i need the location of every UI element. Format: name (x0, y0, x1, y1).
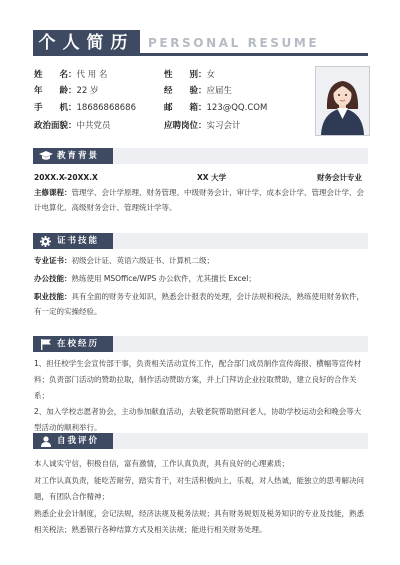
skill-cert-row (34, 253, 368, 268)
skill-label: 办公技能： (34, 274, 72, 283)
section-education-header (33, 148, 368, 164)
campus-line: 1、担任校学生会宣传部干事，负责相关活动宣传工作，配合部门成员制作宣传海报、横幅等宣传材 (34, 359, 362, 368)
info-label: 手 机： (34, 103, 77, 113)
self-line: 相关税法；熟悉银行各种结算方式及相关法规；能进行相关财务处理。 (34, 525, 267, 534)
courses-line (34, 185, 368, 200)
info-political (34, 120, 111, 133)
campus-line: 2、加入学校志愿者协会，主动参加献血活动，去敬老院帮助慰问老人，协助学校运动会和晚会等大 (34, 407, 362, 416)
section-header-band (113, 148, 368, 164)
skill-pro-row (34, 289, 368, 304)
info-label: 姓 名： (34, 70, 77, 80)
campus-line: 料；负责部门活动的赞助拉取，制作活动赞助方案，并上门拜访企业拉取赞助，建立良好的合作关系； (34, 375, 357, 400)
education-major: 财务会计专业 (317, 173, 362, 182)
avatar-photo (315, 66, 370, 136)
info-value: 女 (206, 70, 216, 80)
info-value: 代 用 名 (76, 70, 108, 80)
skill-label: 专业证书： (34, 256, 72, 265)
info-value: 18686868686 (76, 103, 137, 113)
info-value: 实习会计 (206, 121, 241, 131)
self-line: 题，有团队合作精神； (34, 492, 109, 501)
avatar-illustration (316, 67, 369, 135)
info-name (34, 69, 107, 82)
flag-icon (40, 339, 52, 350)
skill-label: 职业技能： (34, 292, 72, 301)
info-email (164, 102, 267, 115)
info-label: 政治面貌： (34, 121, 77, 131)
graduation-cap-icon (39, 151, 53, 161)
section-title: 在校经历 (57, 339, 100, 349)
info-label: 年 龄： (34, 86, 77, 96)
section-title: 自我评价 (57, 436, 100, 446)
skill-value: 具有全面的财务专业知识，熟悉会计报表的处理，会计法规和税法，熟练使用财务软件， (71, 292, 364, 301)
info-label: 经 验： (164, 86, 207, 96)
page-title: 个人简历 (33, 30, 140, 56)
skill-pro-row-cont: 有一定的实操经验。 (34, 307, 102, 316)
header-underline (140, 53, 368, 56)
education-period: 20XX.X-20XX.X (34, 173, 98, 182)
info-gender (164, 69, 215, 82)
section-title: 教育背景 (57, 151, 100, 161)
skill-value: 熟练使用 MSOffice/WPS 办公软件，尤其擅长 Excel； (71, 274, 256, 283)
info-value: 22 岁 (76, 86, 99, 96)
section-campus-header (33, 336, 368, 352)
self-content (34, 456, 368, 539)
self-line: 本人诚实守信，积极自信，富有激情，工作认真负责，具有良好的心理素质； (34, 459, 289, 468)
education-courses (34, 185, 368, 215)
section-title-bar (33, 148, 113, 164)
skills-content (34, 253, 368, 319)
info-value: 123@QQ.COM (206, 103, 268, 113)
info-value: 中共党员 (76, 121, 111, 131)
campus-content (34, 356, 368, 436)
gear-icon (40, 236, 51, 247)
self-line: 熟悉企业会计制度，会记法规，经济法规及税务法规；具有财务规划及税务知识的专业及技能，熟悉 (34, 508, 364, 518)
section-header-band (113, 336, 368, 352)
resume-header (0, 30, 400, 56)
info-label: 性 别： (164, 70, 207, 80)
section-header-band (113, 233, 368, 249)
info-label: 应聘岗位： (164, 121, 207, 131)
courses-text: 管理学、会计学原理、财务管理、中级财务会计、审计学、成本会计学、管理会计学、会 (71, 188, 364, 197)
info-position (164, 120, 241, 133)
section-title: 证书技能 (57, 236, 100, 246)
section-header-band (113, 433, 368, 449)
section-title-bar (33, 336, 113, 352)
education-school: XX 大学 (197, 173, 227, 182)
user-icon (41, 436, 51, 447)
skill-office-row (34, 271, 368, 286)
self-line: 对工作认真负责，能吃苦耐劳，踏实肯干，对生活积极向上，乐观，对人热诚，能独立的思考解决问 (34, 475, 364, 485)
info-label: 邮 箱： (164, 103, 207, 113)
section-title-bar (33, 433, 113, 449)
info-experience (164, 85, 232, 98)
page-subtitle: PERSONAL RESUME (148, 36, 320, 50)
campus-line: 型活动的顺利举行。 (34, 423, 102, 432)
info-age (34, 85, 99, 98)
courses-line: 计电算化、高级财务会计、管理统计学等。 (34, 203, 177, 212)
education-summary (34, 170, 368, 185)
section-skills-header (33, 233, 368, 249)
courses-label: 主修课程： (34, 188, 72, 197)
section-title-bar (33, 233, 113, 249)
info-phone (34, 102, 136, 115)
info-value: 应届生 (206, 86, 233, 96)
skill-value: 初级会计证、英语六级证书、计算机二级； (71, 256, 214, 265)
section-self-header (33, 433, 368, 449)
